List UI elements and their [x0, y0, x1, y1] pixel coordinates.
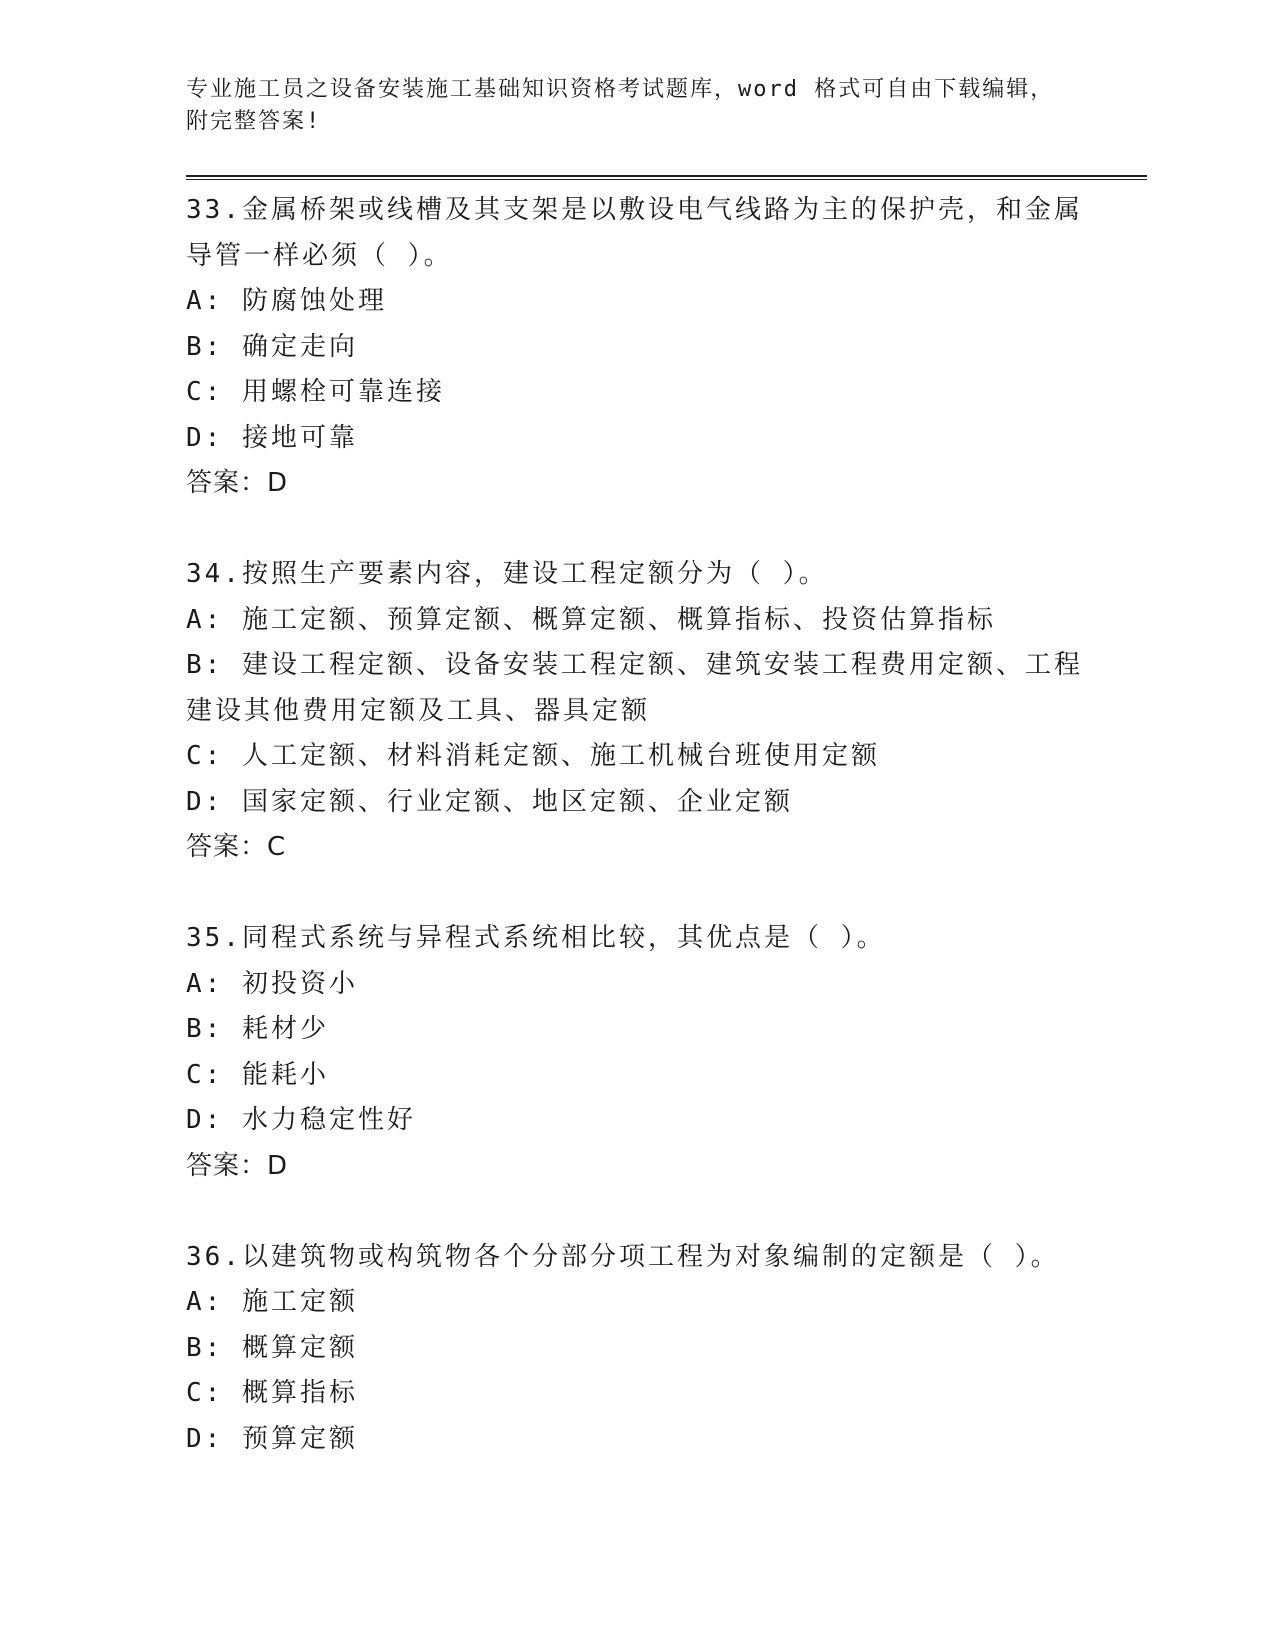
- question-spacer: [186, 507, 1086, 553]
- option-a: A: 初投资小: [186, 968, 358, 999]
- option-a: A: 防腐蚀处理: [186, 286, 387, 316]
- option-b: B: 耗材少: [186, 1014, 329, 1044]
- question-spacer: [186, 1189, 1086, 1235]
- answer-line: 答案：C: [186, 832, 287, 862]
- question-spacer: [186, 871, 1086, 917]
- option-d: D: 国家定额、行业定额、地区定额、企业定额: [186, 786, 793, 817]
- option-d: D: 预算定额: [186, 1423, 358, 1454]
- option-b: B: 确定走向: [186, 331, 358, 362]
- question-stem-line: 35.同程式系统与异程式系统相比较，其优点是（ ）。: [186, 923, 886, 953]
- option-b: B: 建设工程定额、设备安装工程定额、建筑安装工程费用定额、工程: [186, 650, 1083, 680]
- document-header: [186, 74, 1086, 138]
- header-divider: [186, 175, 1147, 180]
- option-a: A: 施工定额、预算定额、概算定额、概算指标、投资估算指标: [186, 604, 996, 635]
- option-b: B: 概算定额: [186, 1332, 358, 1363]
- option-c: C: 概算指标: [186, 1378, 358, 1408]
- question-stem-line: 34.按照生产要素内容，建设工程定额分为（ ）。: [186, 559, 828, 589]
- question-stem-line: 导管一样必须（ ）。: [186, 240, 453, 271]
- header-line-2: 附完整答案!: [186, 109, 322, 134]
- option-c: C: 能耗小: [186, 1059, 329, 1090]
- option-d: D: 水力稳定性好: [186, 1105, 416, 1135]
- question-block: [186, 1235, 1086, 1463]
- question-block: [186, 188, 1086, 507]
- header-line-1: 专业施工员之设备安装施工基础知识资格考试题库，word 格式可自由下载编辑，: [186, 77, 1055, 102]
- option-a: A: 施工定额: [186, 1287, 358, 1317]
- option-c: C: 人工定额、材料消耗定额、施工机械台班使用定额: [186, 741, 880, 771]
- option-b-continued: 建设其他费用定额及工具、器具定额: [186, 695, 651, 726]
- question-block: [186, 916, 1086, 1189]
- question-stem-line: 36.以建筑物或构筑物各个分部分项工程为对象编制的定额是（ ）。: [186, 1241, 1060, 1272]
- answer-line: 答案：D: [186, 1150, 289, 1181]
- question-stem-line: 33.金属桥架或线槽及其支架是以敷设电气线路为主的保护壳，和金属: [186, 195, 1083, 225]
- option-c: C: 用螺栓可靠连接: [186, 377, 445, 407]
- option-d: D: 接地可靠: [186, 422, 358, 453]
- question-list: [186, 188, 1086, 1462]
- answer-line: 答案：D: [186, 468, 289, 498]
- question-block: [186, 552, 1086, 871]
